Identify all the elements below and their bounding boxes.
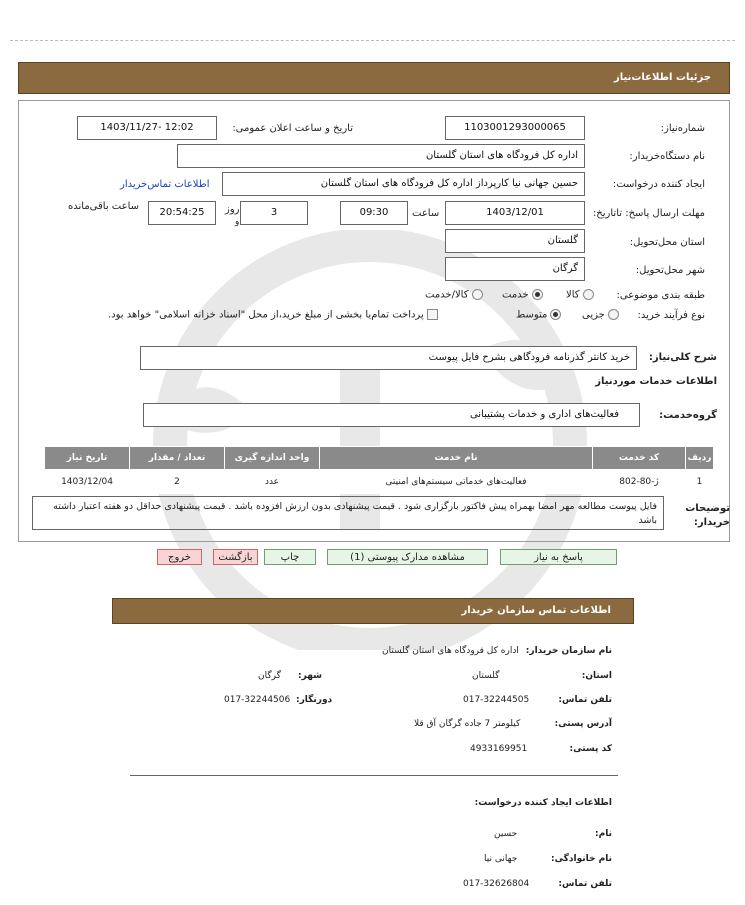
radio-minor[interactable] <box>608 309 619 320</box>
address-label: آدرس پستی: <box>554 719 612 729</box>
fax-value: 017-32244506 <box>224 695 291 705</box>
contact-title: اطلاعات تماس سازمان خریدار <box>461 605 611 616</box>
creator-phone-label: تلفن تماس: <box>558 879 612 889</box>
exit-button[interactable]: خروج <box>157 549 202 565</box>
buyer-org-label: نام دستگاه‌خریدار: <box>629 151 705 162</box>
postal-label: کد پستی: <box>569 744 612 754</box>
org-label: نام سازمان خریدار: <box>525 646 612 656</box>
contact-province-value: گلستان <box>472 671 500 681</box>
cell-name: فعالیت‌های خدماتی سیستم‌های امنیتی <box>320 470 593 495</box>
services-table <box>44 446 714 494</box>
city-label: شهر محل‌تحویل: <box>635 265 705 276</box>
creator-name-label: نام: <box>595 829 612 839</box>
cell-date: 1403/12/04 <box>45 470 130 495</box>
summary-label: شرح کلی‌نیاز: <box>648 352 717 363</box>
top-divider <box>10 40 735 41</box>
print-button[interactable]: چاپ <box>264 549 316 565</box>
fax-label: دورنگار: <box>296 695 333 705</box>
creator-field: حسین جهانی نیا کارپرداز اداره کل فرودگاه های استان گلستان <box>222 172 585 196</box>
category-label: طبقه بندی موضوعی: <box>616 290 705 301</box>
process-option-minor[interactable]: جزیی <box>582 309 619 321</box>
org-value: اداره کل فرودگاه های استان گلستان <box>382 646 519 656</box>
cell-row: 1 <box>686 470 714 495</box>
province-label: استان محل‌تحویل: <box>629 237 705 248</box>
process-label: نوع فرآیند خرید: <box>637 310 705 321</box>
creator-info-title: اطلاعات ایجاد کننده درخواست: <box>474 798 612 808</box>
summary-field: خرید کانتر گذرنامه فرودگاهی بشرح فایل پیوست <box>140 346 637 370</box>
cell-code: ژ-80-802 <box>593 470 686 495</box>
creator-label: ایجاد کننده درخواست: <box>612 179 705 190</box>
contact-phone-value: 017-32244505 <box>463 695 530 705</box>
creator-phone-value: 017-32626804 <box>463 879 530 889</box>
col-qty: تعداد / مقدار <box>130 447 225 470</box>
details-panel-header <box>18 62 730 94</box>
contact-province-label: استان: <box>581 671 612 681</box>
remaining-time-field: 20:54:25 <box>148 201 216 225</box>
need-number-field: 1103001293000065 <box>445 116 585 140</box>
announce-date-label: تاریخ و ساعت اعلان عمومی: <box>232 123 353 134</box>
deadline-time-field: 09:30 <box>340 201 408 225</box>
payment-checkbox[interactable] <box>427 309 438 320</box>
buyer-contact-link[interactable]: اطلاعات تماس‌خریدار <box>120 179 210 190</box>
notes-label: توضیحات خریدار: <box>685 503 730 528</box>
table-row <box>45 470 714 495</box>
panel-title: جزئیات اطلاعات‌نیاز <box>614 72 711 83</box>
contact-phone-label: تلفن تماس: <box>558 695 612 705</box>
cell-unit: عدد <box>225 470 320 495</box>
deadline-label: مهلت ارسال پاسخ: تاتاریخ: <box>592 208 705 219</box>
group-field: فعالیت‌های اداری و خدمات پشتیبانی <box>143 403 640 427</box>
deadline-date-field: 1403/12/01 <box>445 201 585 225</box>
back-button[interactable]: بازگشت <box>213 549 258 565</box>
contact-city-value: گرگان <box>258 671 281 681</box>
category-option-goods[interactable]: کالا <box>566 289 594 301</box>
services-heading: اطلاعات خدمات موردنیاز <box>595 376 717 387</box>
days-label: روز <box>225 204 240 215</box>
col-row: ردیف <box>686 447 714 470</box>
address-value: کیلومتر 7 جاده گرگان آق قلا <box>414 719 521 729</box>
process-option-medium[interactable]: متوسط <box>516 309 561 321</box>
deadline-time-label: ساعت <box>412 208 440 219</box>
col-date: تاریخ نیاز <box>45 447 130 470</box>
need-number-label: شماره‌نیاز: <box>660 123 705 134</box>
buyer-org-field: اداره کل فرودگاه های استان گلستان <box>177 144 585 168</box>
reply-button[interactable]: پاسخ به نیاز <box>500 549 617 565</box>
postal-value: 4933169951 <box>470 744 528 754</box>
contact-panel-header <box>112 598 634 624</box>
col-code: کد خدمت <box>593 447 686 470</box>
province-field: گلستان <box>445 229 585 253</box>
col-unit: واحد اندازه گیری <box>225 447 320 470</box>
remaining-days-field: 3 <box>240 201 308 225</box>
contact-divider <box>130 775 618 776</box>
creator-family-label: نام خانوادگی: <box>550 854 612 864</box>
category-option-both[interactable]: کالا/خدمت <box>425 289 483 301</box>
remaining-label: ساعت باقی‌مانده <box>68 201 140 212</box>
category-option-service[interactable]: خدمت <box>502 289 543 301</box>
creator-name-value: حسین <box>494 829 518 839</box>
attachments-button[interactable]: مشاهده مدارک پیوستی (1) <box>327 549 488 565</box>
radio-medium[interactable] <box>550 309 561 320</box>
notes-field: فایل پیوست مطالعه مهر امضا بهمراه پیش فاکتور بارگزاری شود . قیمت پیشنهادی بدون ارزش افزوده باشد . قیمت پیشنهادی حداقل دو هفته اعتبار داشته باشد <box>32 496 664 530</box>
radio-goods[interactable] <box>583 289 594 300</box>
city-field: گرگان <box>445 257 585 281</box>
payment-note: پرداخت تمام‌یا بخشی از مبلغ خرید،از محل "اسناد خزانه اسلامی" خواهد بود. <box>108 309 438 321</box>
table-header-row <box>45 447 714 470</box>
cell-qty: 2 <box>130 470 225 495</box>
group-label: گروه‌خدمت: <box>659 410 717 421</box>
creator-family-value: جهانی نیا <box>484 854 518 864</box>
radio-both[interactable] <box>472 289 483 300</box>
col-name: نام خدمت <box>320 447 593 470</box>
services-table-wrap <box>44 446 714 494</box>
and-label: و <box>235 217 240 227</box>
radio-service[interactable] <box>532 289 543 300</box>
contact-city-label: شهر: <box>298 671 322 681</box>
announce-date-field: 1403/11/27- 12:02 <box>77 116 217 140</box>
